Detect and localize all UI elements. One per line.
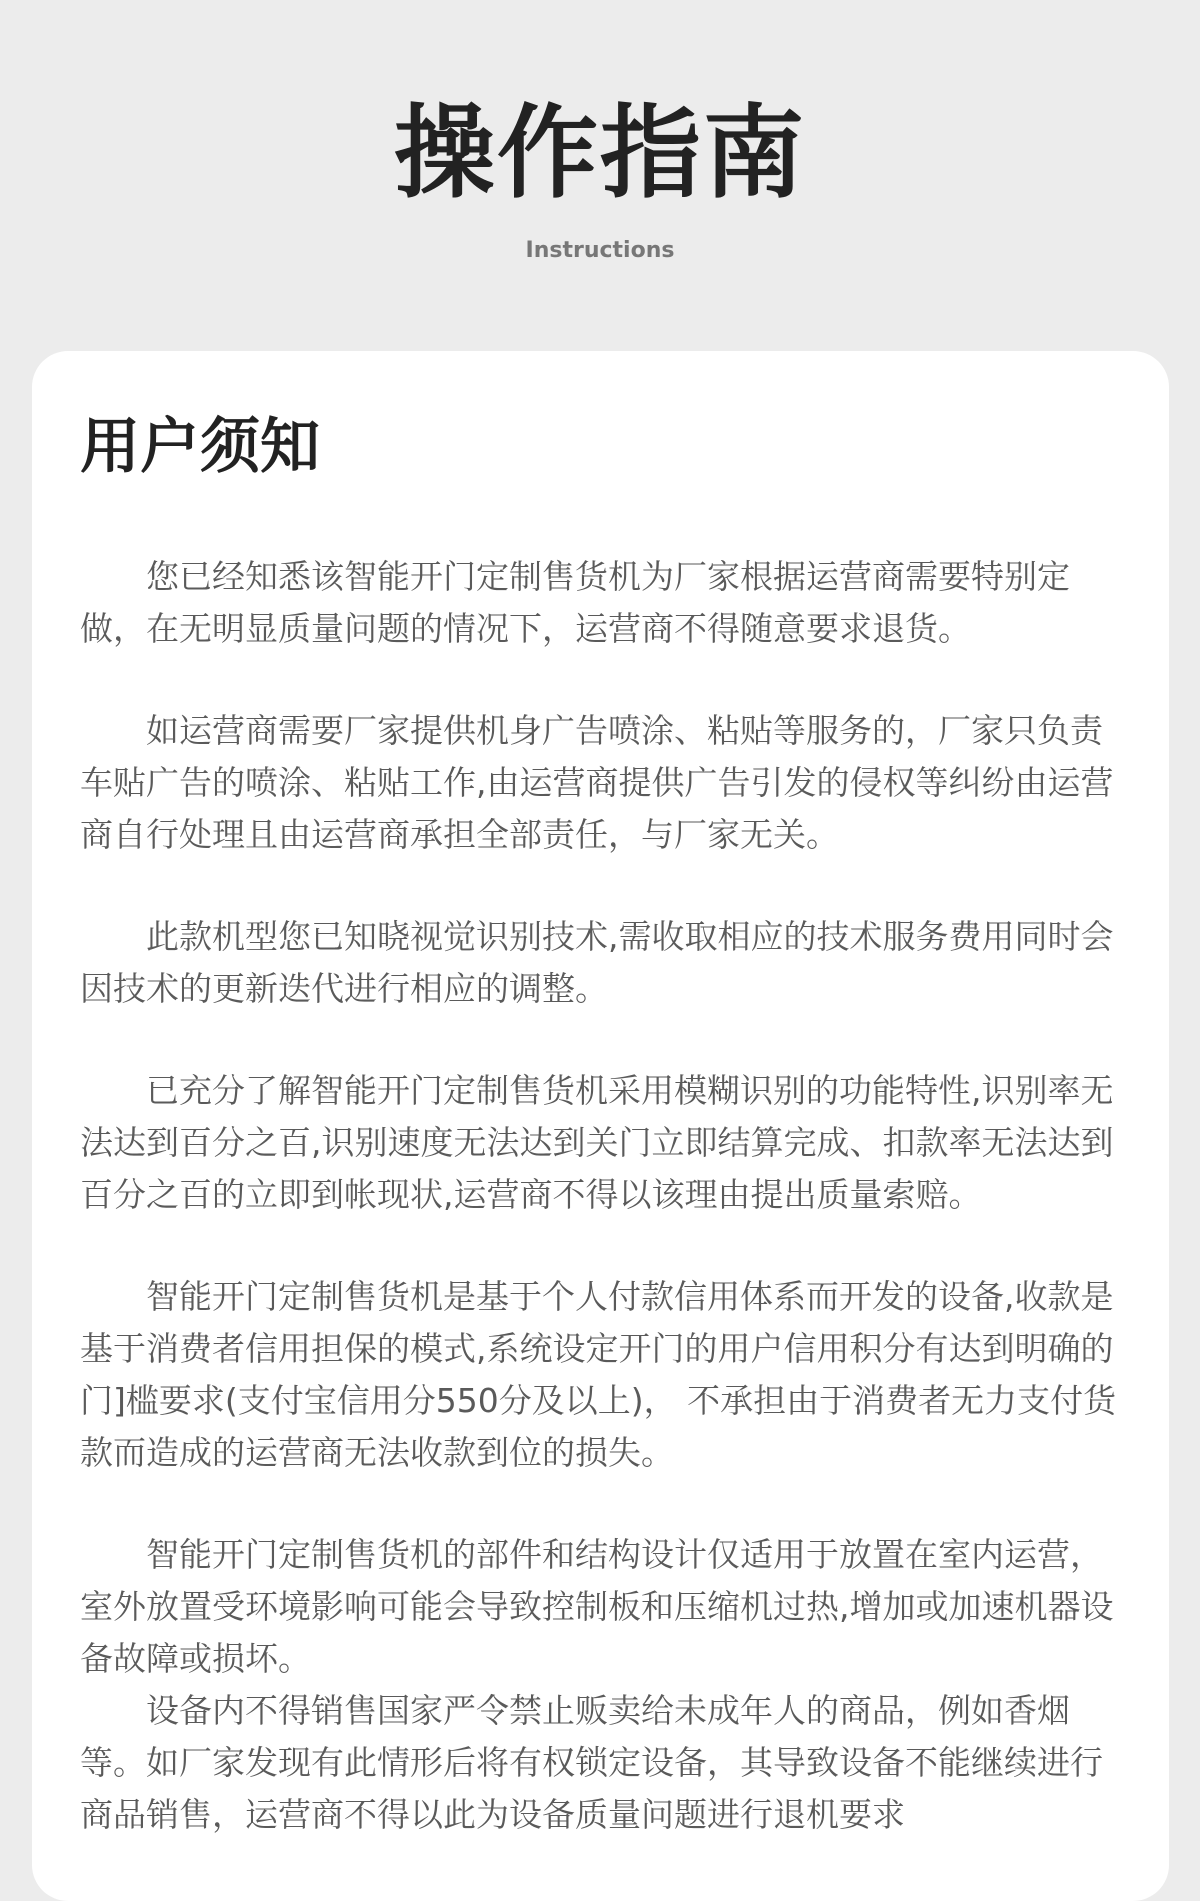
notice-content — [80, 551, 1126, 1841]
section-title: 用户须知 — [80, 412, 320, 482]
notice-paragraph-4: 已充分了解智能开门定制售货机采用模糊识别的功能特性,识别率无法达到百分之百,识别速度无法达到关门立即结算完成、扣款率无法达到百分之百的立即到帐现状,运营商不得以该理由提出质量索赔。 — [80, 1071, 1114, 1214]
notice-paragraph-3: 此款机型您已知晓视觉识别技术,需收取相应的技术服务费用同时会因技术的更新迭代进行相应的调整。 — [80, 917, 1114, 1008]
notice-paragraph-1: 您已经知悉该智能开门定制售货机为厂家根据运营商需要特别定做，在无明显质量问题的情况下，运营商不得随意要求退货。 — [80, 557, 1070, 648]
notice-paragraph-5: 智能开门定制售货机是基于个人付款信用体系而开发的设备,收款是基于消费者信用担保的模式,系统设定开门的用户信用积分有达到明确的门]槛要求(支付宝信用分550分及以上)， 不承担由于消费者无力支付货款而造成的运营商无法收款到位的损失。 — [80, 1277, 1117, 1472]
notice-paragraph-7: 设备内不得销售国家严令禁止贩卖给未成年人的商品，例如香烟等。如厂家发现有此情形后将有权锁定设备，其导致设备不能继续进行商品销售，运营商不得以此为设备质量问题进行退机要求 — [80, 1691, 1103, 1834]
notice-paragraph-6: 智能开门定制售货机的部件和结构设计仅适用于放置在室内运营，室外放置受环境影响可能会导致控制板和压缩机过热,增加或加速机器设备故障或损坏。 — [80, 1535, 1114, 1678]
notice-paragraph-2: 如运营商需要厂家提供机身广告喷涂、粘贴等服务的，厂家只负责车贴广告的喷涂、粘贴工作,由运营商提供广告引发的侵权等纠纷由运营商自行处理且由运营商承担全部责任，与厂家无关。 — [80, 711, 1114, 854]
page-title: 操作指南 — [393, 94, 806, 212]
notice-card — [32, 351, 1169, 1901]
hero-header — [0, 0, 1200, 350]
page-subtitle: Instructions — [525, 238, 675, 263]
